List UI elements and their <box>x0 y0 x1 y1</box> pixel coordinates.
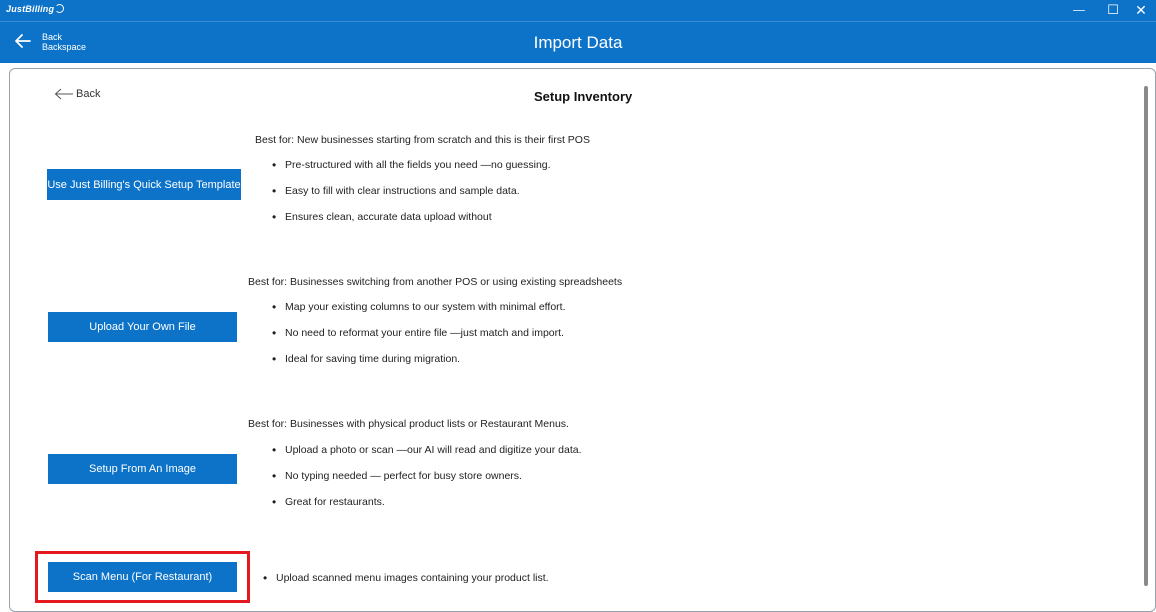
bullet-item: • Ideal for saving time during migration. <box>285 353 460 365</box>
bullet-item: • Upload scanned menu images containing your product list. <box>276 572 549 584</box>
header-title: Import Data <box>533 33 623 52</box>
bullet-item: • No typing needed — perfect for busy store owners. <box>285 470 522 482</box>
scrollbar[interactable] <box>1144 86 1148 586</box>
page-back-label: Back <box>76 88 101 100</box>
setup-from-image-button[interactable]: Setup From An Image <box>48 454 237 484</box>
bullet-item: • Map your existing columns to our system with minimal effort. <box>285 301 566 313</box>
back-arrow-icon <box>54 88 74 100</box>
close-button[interactable]: ✕ <box>1135 3 1147 19</box>
bullet-item: • Great for restaurants. <box>285 496 385 508</box>
best-for-text: Best for: New businesses starting from scratch and this is their first POS <box>255 134 590 146</box>
bullet-item: • Pre-structured with all the fields you need —no guessing. <box>285 159 551 171</box>
page-back-button[interactable] <box>54 88 100 100</box>
app-logo: JustBilling <box>6 4 64 14</box>
bullet-item: • Ensures clean, accurate data upload without <box>285 211 492 223</box>
bullet-item: • No need to reformat your entire file —just match and import. <box>285 327 564 339</box>
title-bar <box>0 0 1156 22</box>
maximize-button[interactable]: ☐ <box>1107 3 1119 18</box>
header-back-label: Back <box>42 32 63 42</box>
best-for-text: Best for: Businesses switching from another POS or using existing spreadsheets <box>248 276 623 288</box>
quick-setup-template-button[interactable]: Use Just Billing's Quick Setup Template <box>47 169 241 200</box>
header-back-shortcut: Backspace <box>42 42 87 52</box>
bullet-item: • Easy to fill with clear instructions and sample data. <box>285 185 520 197</box>
best-for-text: Best for: Businesses with physical product lists or Restaurant Menus. <box>248 418 569 430</box>
upload-own-file-button[interactable]: Upload Your Own File <box>48 312 237 342</box>
header-bar <box>0 22 1156 63</box>
scan-menu-button[interactable]: Scan Menu (For Restaurant) <box>48 562 237 592</box>
minimize-button[interactable]: — <box>1072 3 1086 18</box>
page-title: Setup Inventory <box>534 89 633 104</box>
bullet-item: • Upload a photo or scan —our AI will read and digitize your data. <box>285 444 582 456</box>
